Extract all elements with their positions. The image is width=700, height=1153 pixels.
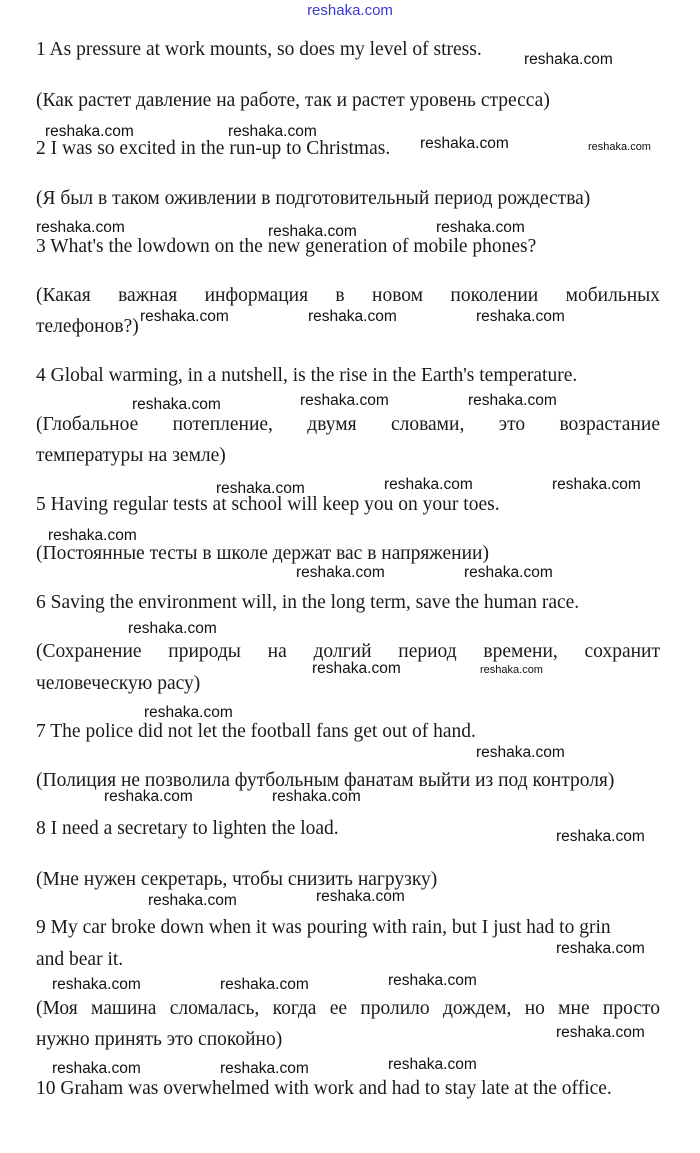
watermark: reshaka.com <box>420 135 509 152</box>
sentence-10: 10 Graham was overwhelmed with work and had to stay late at the office. <box>36 1078 612 1099</box>
sentence-3: 3 What's the lowdown on the new generation of mobile phones? <box>36 236 537 257</box>
translation-4-line-2: температуры на земле) <box>36 445 226 466</box>
sentence-9-line-1: 9 My car broke down when it was pouring with rain, but I just had to grin <box>36 917 611 938</box>
translation-2: (Я был в таком оживлении в подготовительный период рождества) <box>36 188 591 209</box>
watermark: reshaka.com <box>272 788 361 805</box>
watermark: reshaka.com <box>436 219 525 236</box>
sentence-1: 1 As pressure at work mounts, so does my level of stress. <box>36 39 482 60</box>
watermark: reshaka.com <box>216 480 305 497</box>
sentence-9-line-2: and bear it. <box>36 949 124 970</box>
watermark: reshaka.com <box>384 476 473 493</box>
watermark: reshaka.com <box>52 1060 141 1077</box>
translation-4-line-1: (Глобальное потепление, двумя словами, это возрастание <box>36 414 660 435</box>
sentence-5: 5 Having regular tests at school will keep you on your toes. <box>36 494 500 515</box>
watermark: reshaka.com <box>464 564 553 581</box>
watermark: reshaka.com <box>524 51 613 68</box>
watermark: reshaka.com <box>228 123 317 140</box>
translation-3-line-1: (Какая важная информация в новом поколении мобильных <box>36 285 660 306</box>
watermark: reshaka.com <box>132 396 221 413</box>
watermark: reshaka.com <box>220 1060 309 1077</box>
watermark: reshaka.com <box>268 223 357 240</box>
watermark: reshaka.com <box>36 219 125 236</box>
watermark: reshaka.com <box>588 141 651 153</box>
watermark: reshaka.com <box>556 828 645 845</box>
watermark: reshaka.com <box>552 476 641 493</box>
watermark: reshaka.com <box>388 1056 477 1073</box>
watermark: reshaka.com <box>144 704 233 721</box>
translation-5: (Постоянные тесты в школе держат вас в напряжении) <box>36 543 489 564</box>
watermark: reshaka.com <box>104 788 193 805</box>
site-header-link[interactable]: reshaka.com <box>307 2 393 19</box>
sentence-7: 7 The police did not let the football fans get out of hand. <box>36 721 476 742</box>
translation-6-line-1: (Сохранение природы на долгий период времени, сохранит <box>36 641 660 662</box>
watermark: reshaka.com <box>388 972 477 989</box>
sentence-6: 6 Saving the environment will, in the long term, save the human race. <box>36 592 580 613</box>
watermark: reshaka.com <box>300 392 389 409</box>
watermark: reshaka.com <box>52 976 141 993</box>
watermark: reshaka.com <box>476 308 565 325</box>
translation-1: (Как растет давление на работе, так и растет уровень стресса) <box>36 90 550 111</box>
sentence-2: 2 I was so excited in the run-up to Christmas. <box>36 138 391 159</box>
watermark: reshaka.com <box>148 892 237 909</box>
watermark: reshaka.com <box>296 564 385 581</box>
watermark: reshaka.com <box>468 392 557 409</box>
translation-3-line-2: телефонов?) <box>36 316 139 337</box>
translation-6-line-2: человеческую расу) <box>36 673 201 694</box>
watermark: reshaka.com <box>128 620 217 637</box>
watermark: reshaka.com <box>312 660 401 677</box>
watermark: reshaka.com <box>220 976 309 993</box>
translation-9-line-1: (Моя машина сломалась, когда ее пролило дождем, но мне просто <box>36 998 660 1019</box>
watermark: reshaka.com <box>140 308 229 325</box>
watermark: reshaka.com <box>556 940 645 957</box>
watermark: reshaka.com <box>48 527 137 544</box>
watermark: reshaka.com <box>45 123 134 140</box>
translation-8: (Мне нужен секретарь, чтобы снизить нагрузку) <box>36 869 438 890</box>
sentence-4: 4 Global warming, in a nutshell, is the rise in the Earth's temperature. <box>36 365 578 386</box>
watermark: reshaka.com <box>476 744 565 761</box>
watermark: reshaka.com <box>556 1024 645 1041</box>
translation-9-line-2: нужно принять это спокойно) <box>36 1029 283 1050</box>
watermark: reshaka.com <box>480 664 543 676</box>
sentence-8: 8 I need a secretary to lighten the load. <box>36 818 339 839</box>
watermark: reshaka.com <box>316 888 405 905</box>
watermark: reshaka.com <box>308 308 397 325</box>
translation-7: (Полиция не позволила футбольным фанатам выйти из под контроля) <box>36 770 615 791</box>
